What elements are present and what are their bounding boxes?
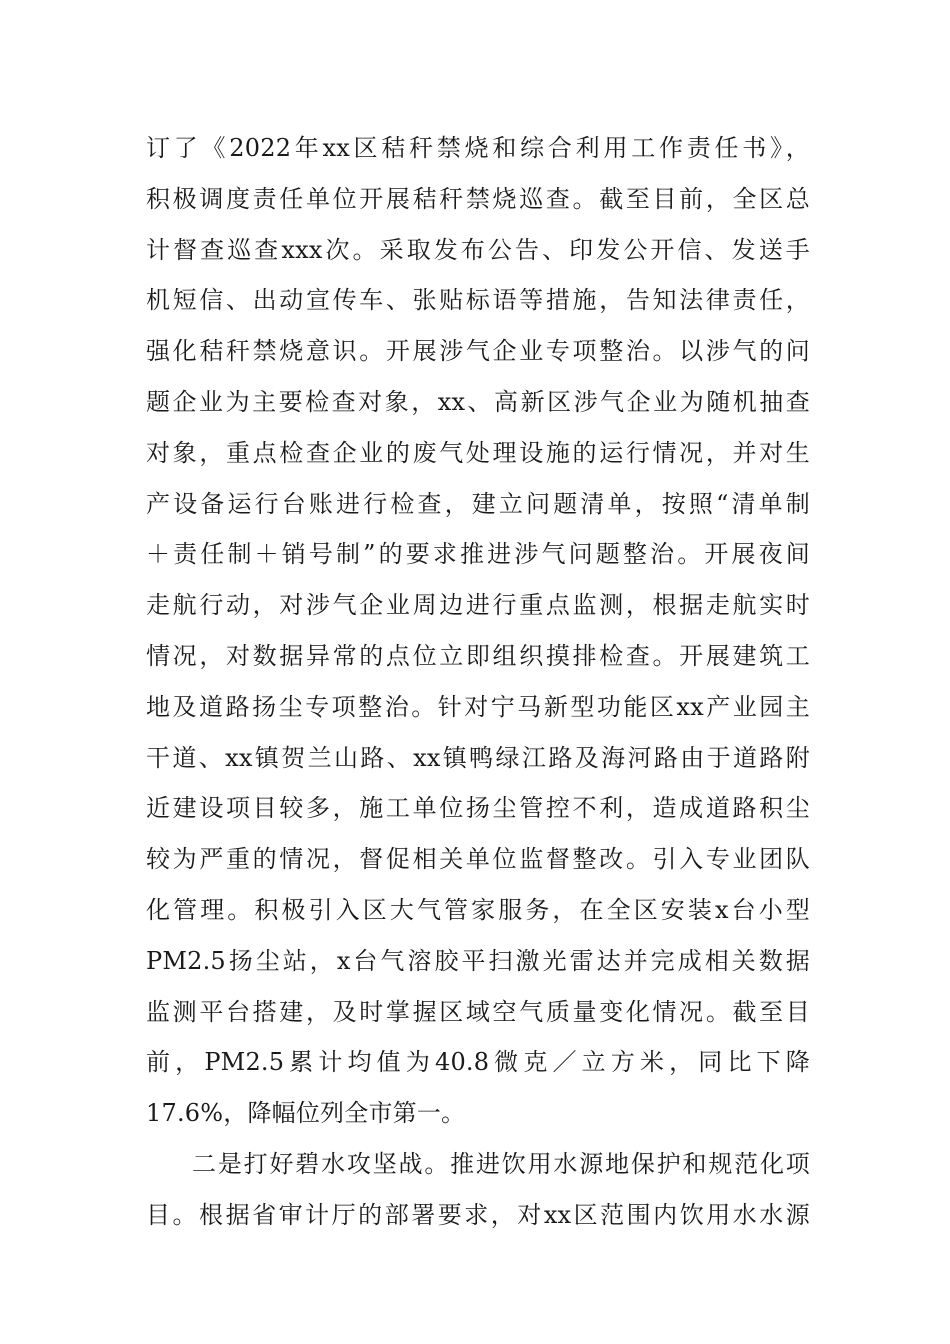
text-line: 情况，对数据异常的点位立即组织摸排检查。开展建筑工: [146, 641, 810, 670]
text-line: PM2.5扬尘站，x台气溶胶平扫激光雷达并完成相关数据: [146, 946, 810, 975]
text-line: 目。根据省审计厅的部署要求，对xx区范围内饮用水水源: [146, 1200, 810, 1229]
text-line: 监测平台搭建，及时掌握区域空气质量变化情况。截至目: [146, 997, 810, 1026]
text-line: ＋责任制＋销号制”的要求推进涉气问题整治。开展夜间: [146, 540, 810, 569]
text-line: 地及道路扬尘专项整治。针对宁马新型功能区xx产业园主: [146, 692, 810, 721]
text-line: 干道、xx镇贺兰山路、xx镇鸭绿江路及海河路由于道路附: [146, 743, 810, 772]
text-line: 题企业为主要检查对象，xx、高新区涉气企业为随机抽查: [146, 387, 810, 416]
text-line: 积极调度责任单位开展秸秆禁烧巡查。截至目前，全区总: [146, 184, 810, 213]
paragraph-start-line: 二是打好碧水攻坚战。推进饮用水源地保护和规范化项: [192, 1149, 810, 1178]
text-line: 订了《2022年xx区秸秆禁烧和综合利用工作责任书》，: [146, 134, 810, 162]
body-text: [146, 123, 810, 1241]
text-line: 近建设项目较多，施工单位扬尘管控不利，造成道路积尘: [146, 794, 810, 823]
paragraph-end-line: 17.6%，降幅位列全市第一。: [146, 1099, 466, 1128]
text-line: 较为严重的情况，督促相关单位监督整改。引入专业团队: [146, 845, 810, 874]
text-line: 化管理。积极引入区大气管家服务，在全区安装x台小型: [146, 895, 810, 924]
text-line: 机短信、出动宣传车、张贴标语等措施，告知法律责任，: [146, 286, 810, 315]
text-line: 对象，重点检查企业的废气处理设施的运行情况，并对生: [146, 438, 810, 467]
text-line: 前，PM2.5累计均值为40.8微克／立方米，同比下降: [146, 1048, 810, 1077]
text-line: 计督查巡查xxx次。采取发布公告、印发公开信、发送手: [146, 235, 810, 264]
text-line: 强化秸秆禁烧意识。开展涉气企业专项整治。以涉气的问: [146, 337, 810, 366]
text-line: 产设备运行台账进行检查，建立问题清单，按照“清单制: [146, 489, 810, 518]
text-line: 走航行动，对涉气企业周边进行重点监测，根据走航实时: [146, 591, 810, 620]
